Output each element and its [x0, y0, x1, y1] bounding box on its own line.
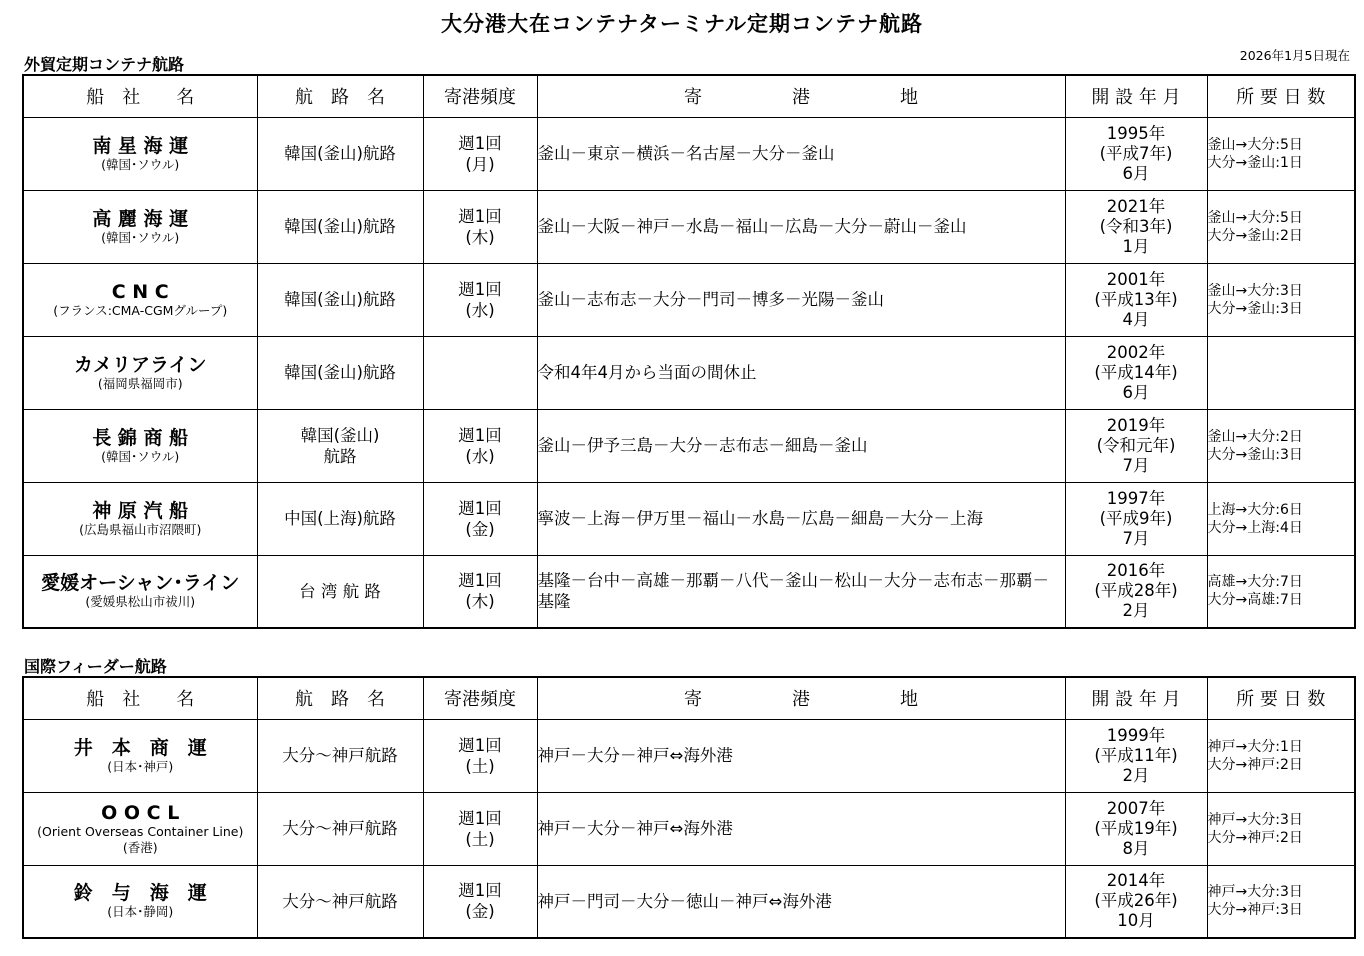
- company-cell: [23, 117, 257, 190]
- company-location: (韓国･ソウル): [101, 229, 180, 245]
- header-opened: 開 設 年 月: [1065, 75, 1207, 117]
- header-opened: 開 設 年 月: [1065, 677, 1207, 719]
- transit-days-cell: 神戸→大分:3日 大分→神戸:3日: [1207, 865, 1355, 938]
- table-row: [23, 555, 1355, 628]
- company-name: 長 錦 商 船: [92, 426, 189, 449]
- frequency-cell: 週1回 (木): [423, 555, 537, 628]
- opened-cell: 2001年 (平成13年) 4月: [1065, 263, 1207, 336]
- company-cell: [23, 792, 257, 865]
- company-location: (福岡県福岡市): [97, 375, 183, 391]
- company-name: C N C: [111, 280, 169, 303]
- table-row: [23, 482, 1355, 555]
- company-location: (Orient Overseas Container Line) (香港): [37, 823, 244, 855]
- company-name: 南 星 海 運: [92, 134, 189, 157]
- table-row: [23, 792, 1355, 865]
- as-of-date: 2026年1月5日現在: [1239, 48, 1350, 63]
- route-cell: 中国(上海)航路: [257, 482, 423, 555]
- table-header-row: [23, 75, 1355, 117]
- route-cell: 大分～神戸航路: [257, 792, 423, 865]
- international-feeder-routes-table: [22, 676, 1356, 939]
- opened-cell: 2002年 (平成14年) 6月: [1065, 336, 1207, 409]
- frequency-cell: 週1回 (金): [423, 482, 537, 555]
- frequency-cell: 週1回 (水): [423, 263, 537, 336]
- ports-cell: 神戸－大分－神戸⇔海外港: [537, 719, 1065, 792]
- route-cell: 大分～神戸航路: [257, 719, 423, 792]
- company-location: (韓国･ソウル): [101, 156, 180, 172]
- table-row: [23, 263, 1355, 336]
- company-cell: [23, 263, 257, 336]
- header-ports: 寄 港 地: [537, 75, 1065, 117]
- company-location: (広島県福山市沼隈町): [79, 521, 202, 537]
- ports-cell: 釜山－伊予三島－大分－志布志－細島－釜山: [537, 409, 1065, 482]
- ports-cell: 神戸－門司－大分－徳山－神戸⇔海外港: [537, 865, 1065, 938]
- company-cell: [23, 719, 257, 792]
- table-header-row: [23, 677, 1355, 719]
- transit-days-cell: 神戸→大分:3日 大分→神戸:2日: [1207, 792, 1355, 865]
- table-row: [23, 117, 1355, 190]
- ports-cell: 釜山－東京－横浜－名古屋－大分－釜山: [537, 117, 1065, 190]
- ports-cell: 寧波－上海－伊万里－福山－水島－広島－細島－大分－上海: [537, 482, 1065, 555]
- frequency-cell: [423, 336, 537, 409]
- header-company: 船 社 名: [23, 677, 257, 719]
- ports-cell: 基隆－台中－高雄－那覇－八代－釜山－松山－大分－志布志－那覇－基隆: [537, 555, 1065, 628]
- frequency-cell: 週1回 (水): [423, 409, 537, 482]
- route-cell: 韓国(釜山)航路: [257, 336, 423, 409]
- header-ports: 寄 港 地: [537, 677, 1065, 719]
- page-title: 大分港大在コンテナターミナル定期コンテナ航路: [441, 12, 923, 36]
- header-company: 船 社 名: [23, 75, 257, 117]
- route-cell: 韓国(釜山) 航路: [257, 409, 423, 482]
- table-row: [23, 336, 1355, 409]
- company-cell: [23, 865, 257, 938]
- transit-days-cell: [1207, 336, 1355, 409]
- company-name: 高 麗 海 運: [92, 207, 189, 230]
- table-row: [23, 865, 1355, 938]
- transit-days-cell: 神戸→大分:1日 大分→神戸:2日: [1207, 719, 1355, 792]
- route-cell: 大分～神戸航路: [257, 865, 423, 938]
- company-cell: [23, 555, 257, 628]
- opened-cell: 1999年 (平成11年) 2月: [1065, 719, 1207, 792]
- table-row: [23, 719, 1355, 792]
- table-row: [23, 409, 1355, 482]
- company-name: カメリアライン: [74, 353, 207, 376]
- ports-cell: 釜山－大阪－神戸－水島－福山－広島－大分－蔚山－釜山: [537, 190, 1065, 263]
- frequency-cell: 週1回 (土): [423, 792, 537, 865]
- foreign-trade-routes-table: [22, 74, 1356, 629]
- section-label-international-feeder: 国際フィーダー航路: [24, 657, 167, 676]
- route-cell: 韓国(釜山)航路: [257, 117, 423, 190]
- table-row: [23, 190, 1355, 263]
- frequency-cell: 週1回 (金): [423, 865, 537, 938]
- company-cell: [23, 190, 257, 263]
- company-location: (日本･静岡): [107, 904, 174, 920]
- opened-cell: 2007年 (平成19年) 8月: [1065, 792, 1207, 865]
- opened-cell: 2019年 (令和元年) 7月: [1065, 409, 1207, 482]
- route-cell: 台 湾 航 路: [257, 555, 423, 628]
- header-frequency: 寄港頻度: [423, 75, 537, 117]
- opened-cell: 2014年 (平成26年) 10月: [1065, 865, 1207, 938]
- transit-days-cell: 高雄→大分:7日 大分→高雄:7日: [1207, 555, 1355, 628]
- company-name: 鈴 与 海 運: [73, 882, 207, 905]
- ports-cell: 令和4年4月から当面の間休止: [537, 336, 1065, 409]
- company-location: (韓国･ソウル): [101, 448, 180, 464]
- ports-cell: 神戸－大分－神戸⇔海外港: [537, 792, 1065, 865]
- header-days: 所 要 日 数: [1207, 75, 1355, 117]
- header-route: 航 路 名: [257, 75, 423, 117]
- transit-days-cell: 釜山→大分:3日 大分→釜山:3日: [1207, 263, 1355, 336]
- header-frequency: 寄港頻度: [423, 677, 537, 719]
- company-location: (フランス:CMA-CGMグループ): [53, 302, 228, 318]
- company-cell: [23, 409, 257, 482]
- transit-days-cell: 釜山→大分:2日 大分→釜山:3日: [1207, 409, 1355, 482]
- ports-cell: 釜山－志布志－大分－門司－博多－光陽－釜山: [537, 263, 1065, 336]
- route-cell: 韓国(釜山)航路: [257, 190, 423, 263]
- opened-cell: 1997年 (平成9年) 7月: [1065, 482, 1207, 555]
- transit-days-cell: 上海→大分:6日 大分→上海:4日: [1207, 482, 1355, 555]
- company-location: (日本･神戸): [107, 758, 174, 774]
- company-location: (愛媛県松山市祓川): [85, 594, 196, 610]
- company-name: 神 原 汽 船: [92, 499, 189, 522]
- opened-cell: 1995年 (平成7年) 6月: [1065, 117, 1207, 190]
- company-name: 井 本 商 運: [73, 736, 207, 759]
- frequency-cell: 週1回 (土): [423, 719, 537, 792]
- company-name: 愛媛オーシャン･ライン: [41, 572, 240, 595]
- company-name: O O C L: [101, 801, 180, 824]
- company-cell: [23, 482, 257, 555]
- header-route: 航 路 名: [257, 677, 423, 719]
- company-cell: [23, 336, 257, 409]
- header-days: 所 要 日 数: [1207, 677, 1355, 719]
- transit-days-cell: 釜山→大分:5日 大分→釜山:1日: [1207, 117, 1355, 190]
- route-cell: 韓国(釜山)航路: [257, 263, 423, 336]
- frequency-cell: 週1回 (月): [423, 117, 537, 190]
- opened-cell: 2021年 (令和3年) 1月: [1065, 190, 1207, 263]
- transit-days-cell: 釜山→大分:5日 大分→釜山:2日: [1207, 190, 1355, 263]
- section-label-foreign-trade: 外貿定期コンテナ航路: [24, 55, 185, 74]
- frequency-cell: 週1回 (木): [423, 190, 537, 263]
- opened-cell: 2016年 (平成28年) 2月: [1065, 555, 1207, 628]
